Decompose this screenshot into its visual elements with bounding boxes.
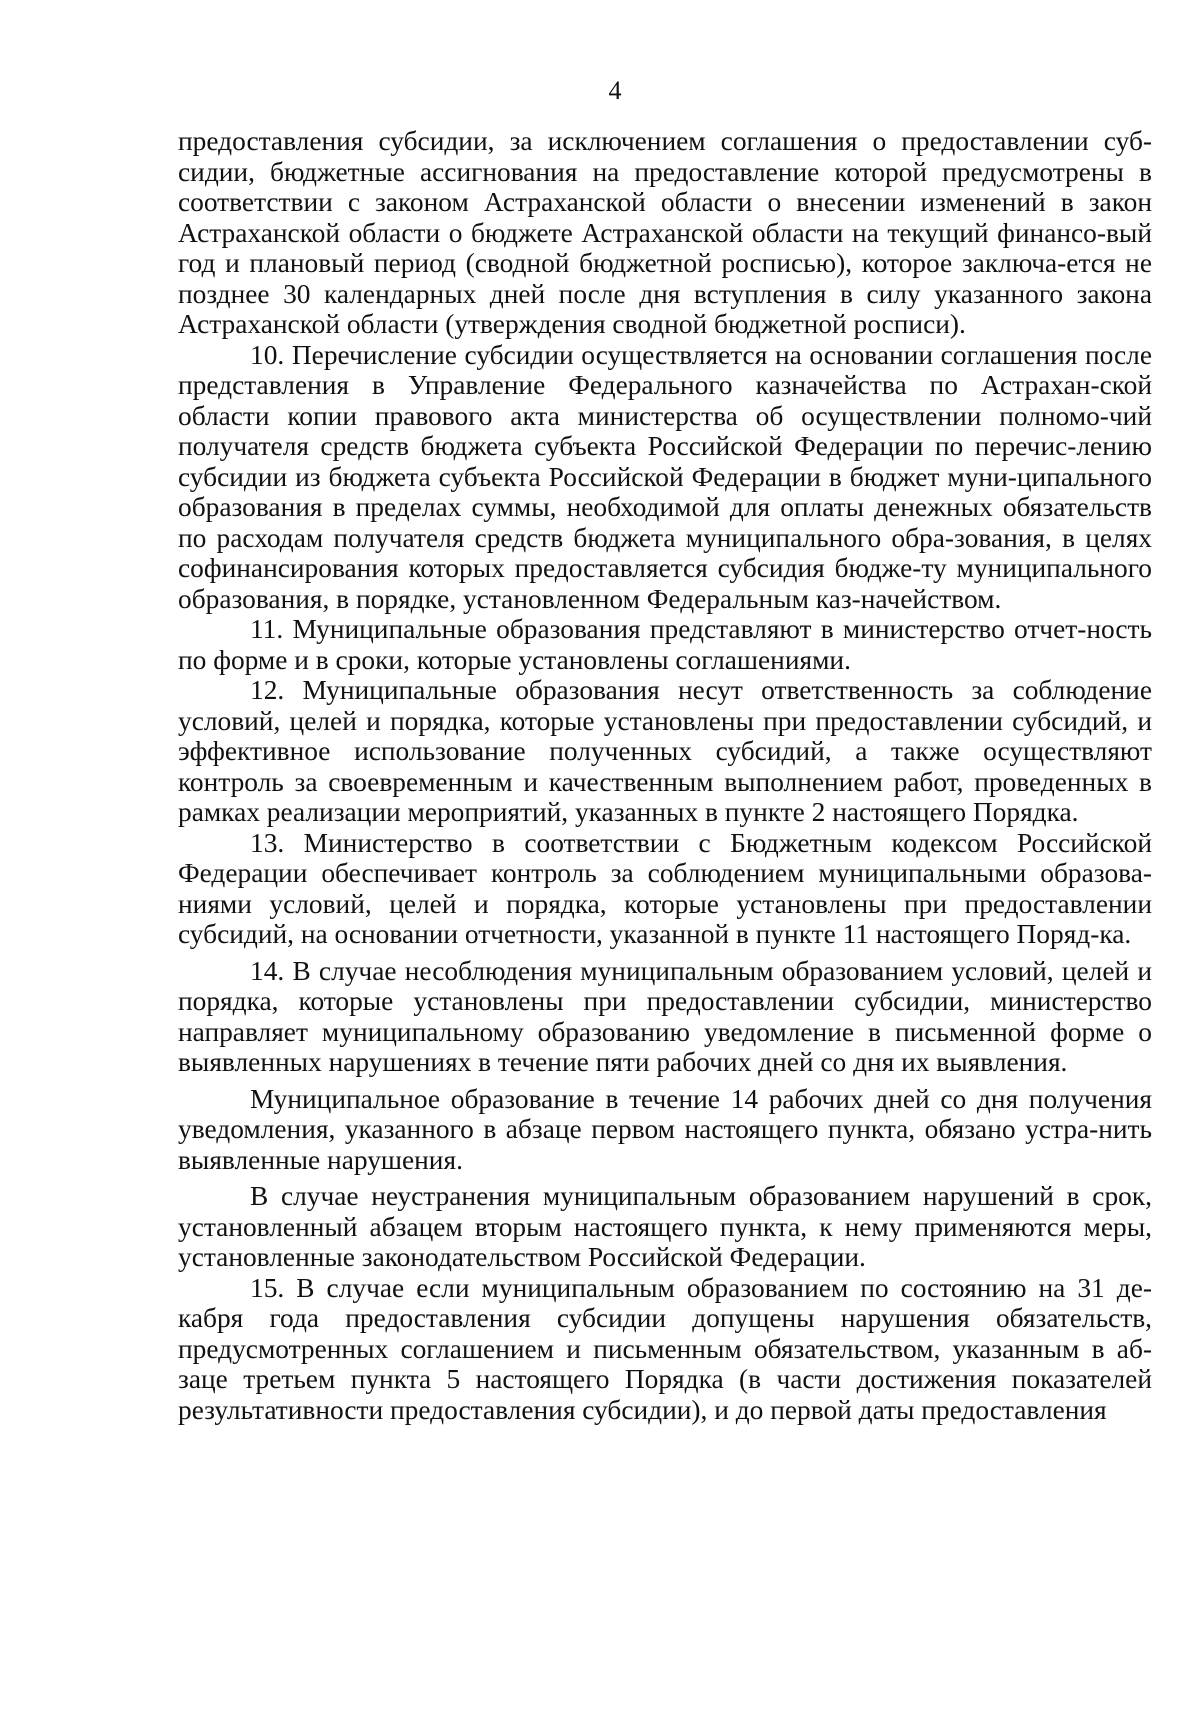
paragraph-15: 15. В случае если муниципальным образованием по состоянию на 31 де-кабря года предоставления субсидии допущены нарушения обязательств, предусмотренных соглашением и письменным обязательством, указанным в аб-заце третьем пункта 5 настоящего Порядка (в части достижения показателей результативности предоставления субсидии), и до первой даты предоставления [178, 1272, 1152, 1425]
paragraph-11: 11. Муниципальные образования представляют в министерство отчет-ность по форме и в сроки, которые установлены соглашениями. [178, 614, 1152, 675]
paragraph-14: 14. В случае несоблюдения муниципальным образованием условий, целей и порядка, которые установлены при предоставлении субсидии, министерство направляет муниципальному образованию уведомление в письменной форме о выявленных нарушениях в течение пяти рабочих дней со дня их выявления. [178, 955, 1152, 1077]
paragraph-10: 10. Перечисление субсидии осуществляется на основании соглашения после представления в Управление Федерального казначейства по Астрахан-ской области копии правового акта министерства об осуществлении полномо-чий получателя средств бюджета субъекта Российской Федерации по перечис-лению субсидии из бюджета субъекта Российской Федерации в бюджет муни-ципального образования в пределах суммы, необходимой для оплаты денежных обязательств по расходам получателя средств бюджета муниципального обра-зования, в целях софинансирования которых предоставляется субсидия бюдже-ту муниципального образования, в порядке, установленном Федеральным каз-начейством. [178, 339, 1152, 614]
paragraph-14-second: Муниципальное образование в течение 14 рабочих дней со дня получения уведомления, указанного в абзаце первом настоящего пункта, обязано устра-нить выявленные нарушения. [178, 1083, 1152, 1175]
document-body [178, 126, 1152, 1425]
paragraph-continuation: предоставления субсидии, за исключением соглашения о предоставлении суб-сидии, бюджетные ассигнования на предоставление которой предусмотрены в соответствии с законом Астраханской области о внесении изменений в закон Астраханской области о бюджете Астраханской области на текущий финансо-вый год и плановый период (сводной бюджетной росписью), которое заключа-ется не позднее 30 календарных дней после дня вступления в силу указанного закона Астраханской области (утверждения сводной бюджетной росписи). [178, 126, 1152, 339]
paragraph-13: 13. Министерство в соответствии с Бюджетным кодексом Российской Федерации обеспечивает контроль за соблюдением муниципальными образова-ниями условий, целей и порядка, которые установлены при предоставлении субсидий, на основании отчетности, указанной в пункте 11 настоящего Поряд-ка. [178, 827, 1152, 949]
page-number: 4 [608, 76, 622, 105]
paragraph-12: 12. Муниципальные образования несут ответственность за соблюдение условий, целей и порядка, которые установлены при предоставлении субсидий, и эффективное использование полученных субсидий, а также осуществляют контроль за своевременным и качественным выполнением работ, проведенных в рамках реализации мероприятий, указанных в пункте 2 настоящего Порядка. [178, 675, 1152, 827]
paragraph-14-third: В случае неустранения муниципальным образованием нарушений в срок, установленный абзацем вторым настоящего пункта, к нему применяются меры, установленные законодательством Российской Федерации. [178, 1181, 1152, 1272]
